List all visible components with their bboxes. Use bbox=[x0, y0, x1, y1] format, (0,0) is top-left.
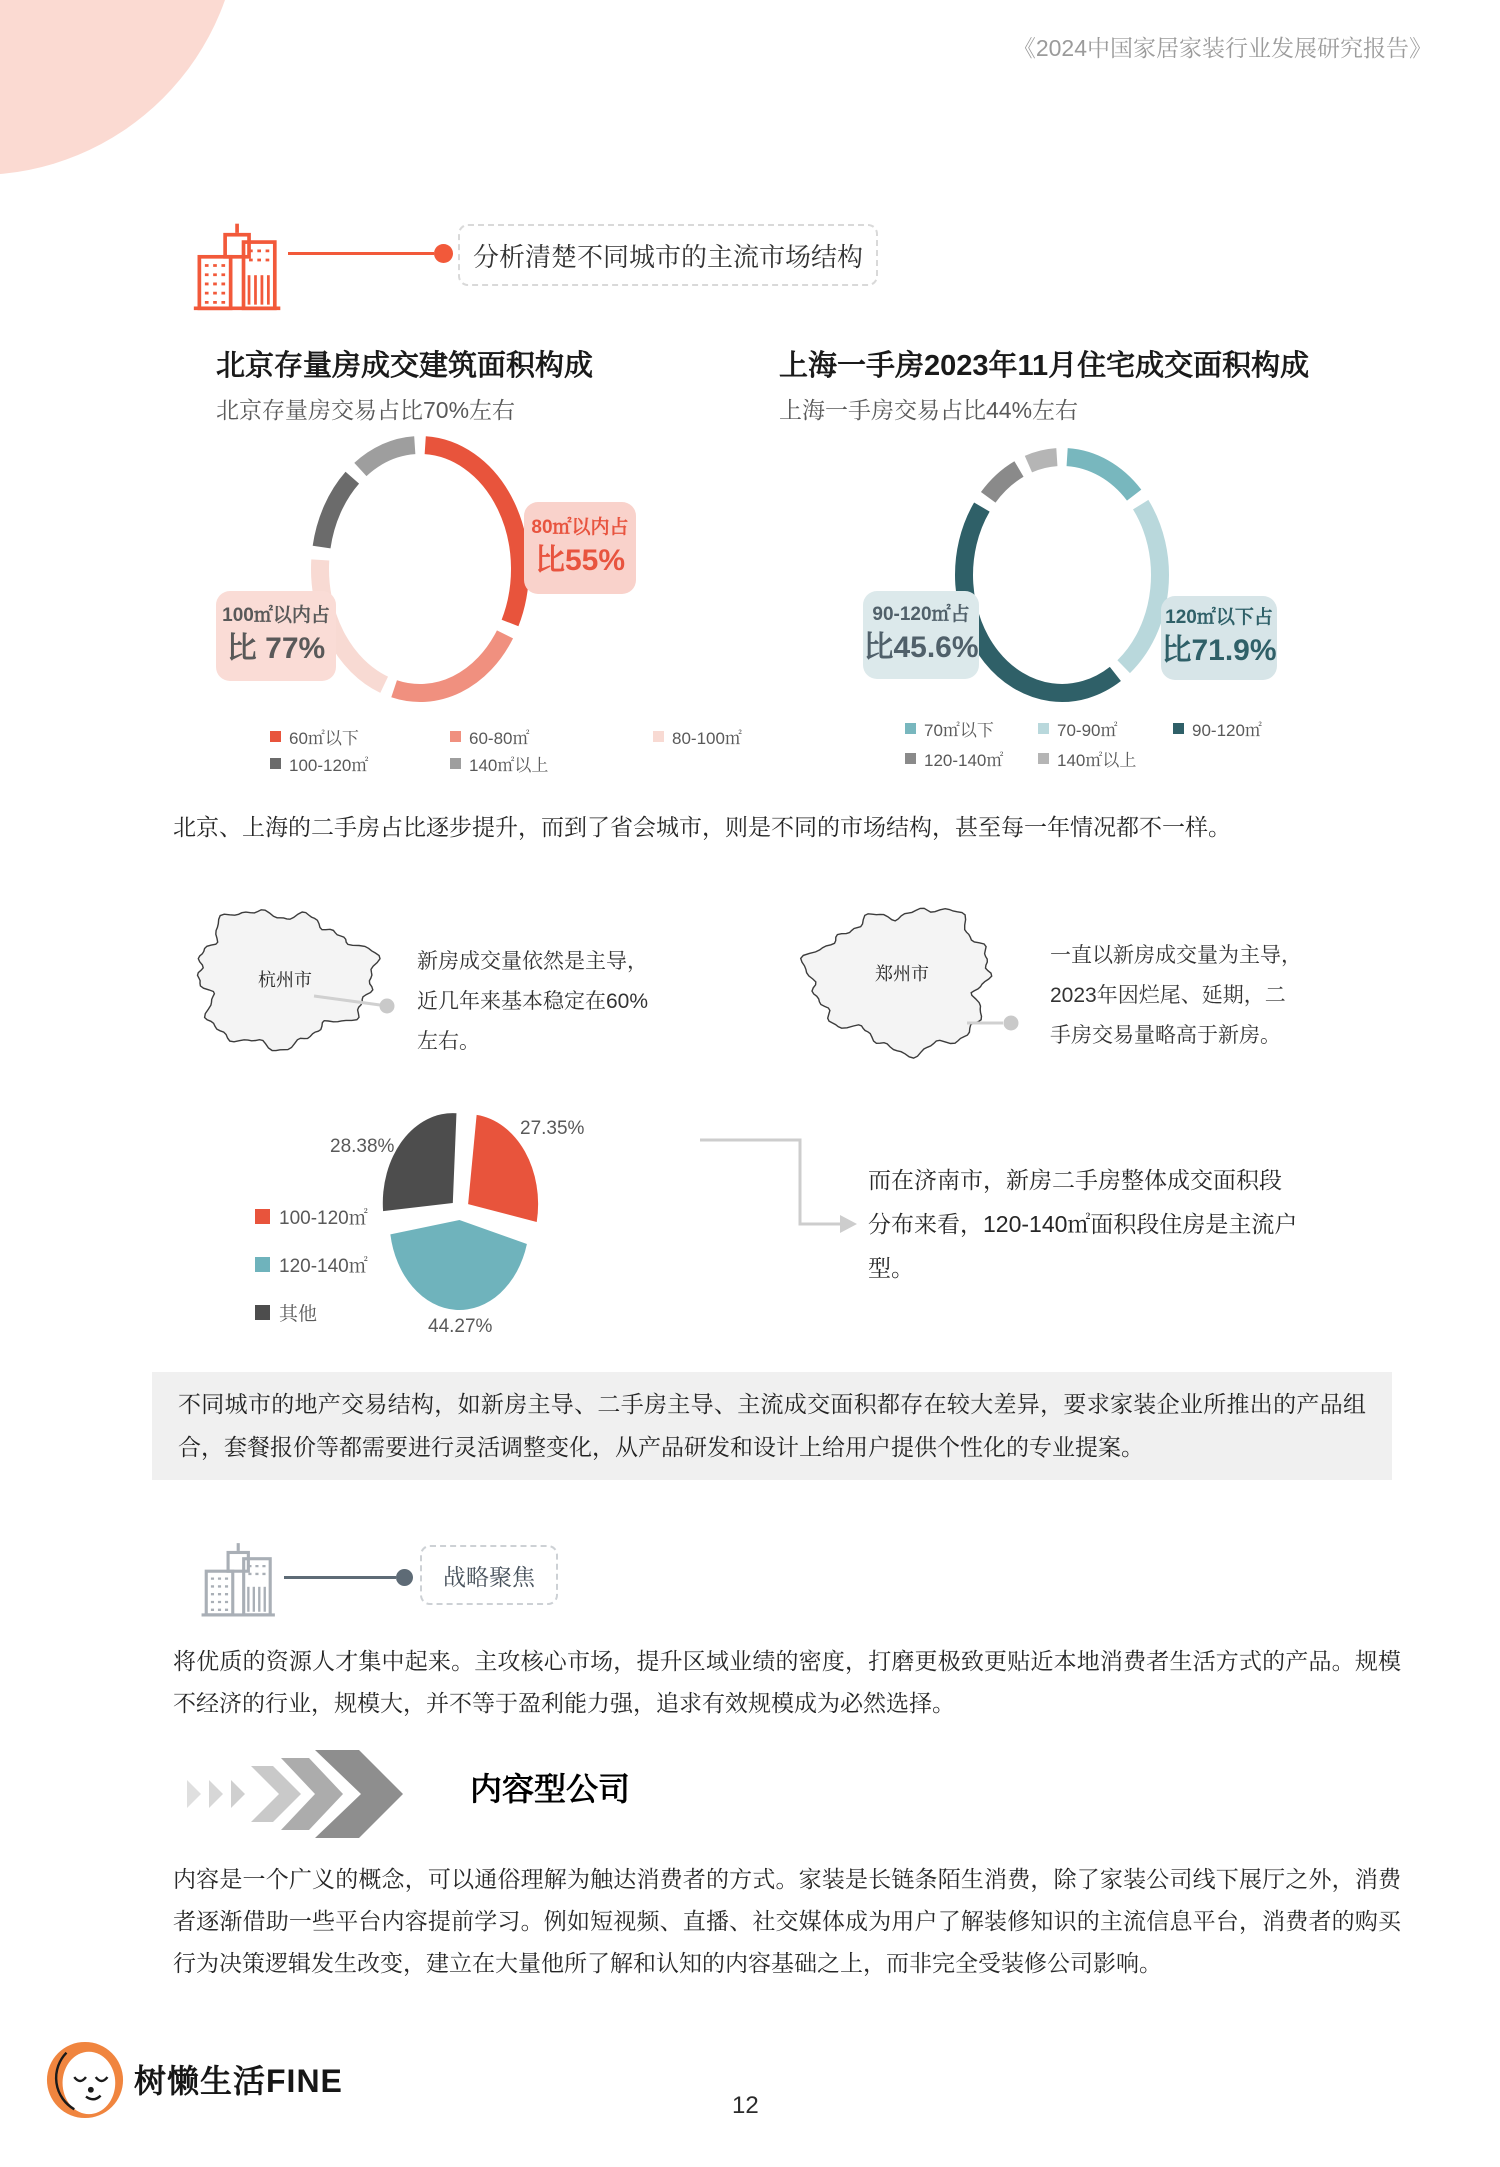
legend-item: 60-80㎡ bbox=[450, 724, 529, 749]
pie-label-120-140: 44.27% bbox=[428, 1316, 493, 1337]
brand-wordmark: 树懒生活FINE bbox=[134, 2063, 343, 2099]
section-tag-strategy: 战略聚焦 bbox=[420, 1545, 558, 1605]
legend-item: 70㎡以下 bbox=[905, 716, 994, 741]
tag-connector-dot bbox=[434, 244, 453, 263]
callout-shanghai-90-120: 90-120㎡占 比45.6% bbox=[863, 591, 979, 679]
sloth-logo-icon bbox=[45, 2040, 125, 2120]
pie-label-other: 28.38% bbox=[330, 1136, 395, 1157]
tag-connector-line bbox=[284, 1576, 396, 1579]
summary-panel: 不同城市的地产交易结构，如新房主导、二手房主导、主流成交面积都存在较大差异，要求家装企业所推出的产品组合，套餐报价等都需要进行灵活调整变化，从产品研发和设计上给用户提供个性化的专业提案。 bbox=[152, 1372, 1392, 1480]
beijing-chart-subtitle: 北京存量房交易占比70%左右 bbox=[216, 397, 516, 423]
hangzhou-map-label: 杭州市 bbox=[258, 970, 312, 990]
jinan-connector-arrow bbox=[690, 1130, 870, 1240]
legend-item: 140㎡以上 bbox=[450, 751, 548, 776]
zhengzhou-note: 一直以新房成交量为主导， 2023年因烂尾、延期，二 手房交易量略高于新房。 bbox=[1050, 944, 1302, 1047]
legend-item: 100-120㎡ bbox=[255, 1203, 368, 1230]
report-title: 《2024中国家居家装行业发展研究报告》 bbox=[1012, 35, 1432, 61]
legend-item: 120-140㎡ bbox=[255, 1251, 368, 1278]
legend-item: 120-140㎡ bbox=[905, 746, 1003, 771]
buildings-icon bbox=[192, 218, 284, 314]
jinan-note: 而在济南市，新房二手房整体成交面积段 分布来看，120-140㎡面积段住房是主流户 型。 bbox=[868, 1167, 1298, 1281]
shanghai-donut-chart bbox=[912, 397, 1212, 753]
buildings-icon bbox=[200, 1538, 278, 1620]
callout-beijing-80: 80㎡以内占 比55% bbox=[524, 502, 636, 594]
chevron-arrows-icon bbox=[185, 1750, 411, 1840]
legend-item: 140㎡以上 bbox=[1038, 746, 1136, 771]
zhengzhou-connector bbox=[961, 1010, 1025, 1036]
shanghai-chart-title: 上海一手房2023年11月住宅成交面积构成 bbox=[779, 350, 1310, 382]
page-number: 12 bbox=[732, 2092, 759, 2119]
legend-item: 其他 bbox=[255, 1299, 317, 1326]
legend-item: 100-120㎡ bbox=[270, 751, 368, 776]
content-paragraph: 内容是一个广义的概念，可以通俗理解为触达消费者的方式。家装是长链条陌生消费，除了家装公司线下展厅之外，消费者逐渐借助一些平台内容提前学习。例如短视频、直播、社交媒体成为用户了解装修知识的主流信息平台，消费者的购买行为决策逻辑发生改变，建立在大量他所了解和认知的内容基础之上，而非完全受装修公司影响。 bbox=[173, 1866, 1401, 1976]
legend-item: 60㎡以下 bbox=[270, 724, 359, 749]
pie-label-100-120: 27.35% bbox=[520, 1118, 585, 1139]
tag-connector-dot bbox=[396, 1569, 413, 1586]
legend-item: 90-120㎡ bbox=[1173, 716, 1262, 741]
hangzhou-note: 新房成交量依然是主导， 近几年来基本稳定在60% 左右。 bbox=[417, 950, 649, 1053]
subheading-content-company: 内容型公司 bbox=[470, 1771, 631, 1807]
section-tag-market: 分析清楚不同城市的主流市场结构 bbox=[458, 224, 878, 286]
legend-item: 70-90㎡ bbox=[1038, 716, 1117, 741]
strategy-paragraph: 将优质的资源人才集中起来。主攻核心市场，提升区域业绩的密度，打磨更极致更贴近本地消费者生活方式的产品。规模不经济的行业，规模大，并不等于盈利能力强，追求有效规模成为必然选择。 bbox=[173, 1648, 1401, 1716]
corner-circle-decoration bbox=[0, 0, 240, 175]
shanghai-chart-subtitle: 上海一手房交易占比44%左右 bbox=[779, 397, 1079, 423]
zhengzhou-map-label: 郑州市 bbox=[875, 964, 929, 984]
beijing-chart-title: 北京存量房成交建筑面积构成 bbox=[216, 350, 594, 382]
legend-item: 80-100㎡ bbox=[653, 724, 742, 749]
tag-connector-line bbox=[288, 252, 434, 255]
callout-beijing-100: 100㎡以内占 比 77% bbox=[216, 591, 336, 681]
callout-shanghai-120: 120㎡以下占 比71.9% bbox=[1161, 596, 1277, 680]
hangzhou-connector bbox=[308, 984, 400, 1018]
transition-note: 北京、上海的二手房占比逐步提升，而到了省会城市，则是不同的市场结构，甚至每一年情况都不一样。 bbox=[173, 814, 1231, 840]
